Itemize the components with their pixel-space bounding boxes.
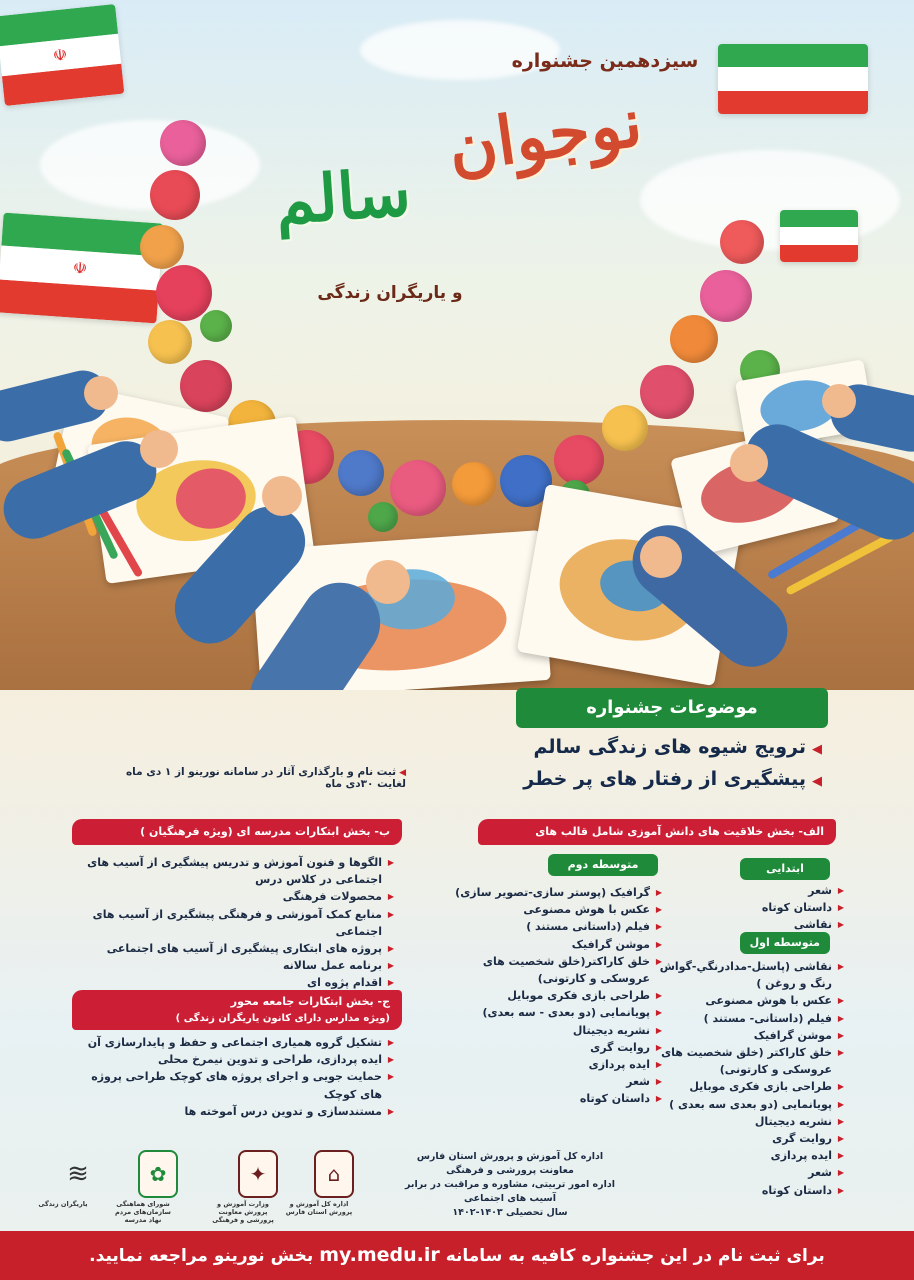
triangle-bullet-icon: ◀ [812, 742, 822, 757]
iran-flag-left: ☫ [0, 213, 163, 324]
registration-url-link[interactable]: my.medu.ir [319, 1244, 440, 1266]
list-item: ▶ خلق کاراکتر(خلق شخصیت های عروسکی و کارتونی) [452, 953, 662, 987]
ebtedaei-label: ابتدایی [740, 858, 830, 880]
list-item: ▶ پروژه های ابتکاری پیشگیری از آسیب های اجتماعی [74, 940, 394, 957]
organizer-line: معاونت پرورشی و فرهنگی [446, 1165, 574, 1176]
ebtedaei-list [664, 882, 844, 934]
section-c-heading [72, 990, 402, 1030]
list-item: ▶ نشریه دیجیتال [644, 1113, 844, 1130]
triangle-bullet-icon: ◀ [399, 768, 406, 778]
list-item: ▶ شعر [644, 1164, 844, 1181]
iran-flag-top-left: ☫ [0, 4, 124, 106]
list-item: ▶ ایده پردازی، طراحی و تدوین نیمرخ محلی [74, 1051, 394, 1068]
topics-heading: موضوعات جشنواره [516, 688, 828, 728]
list-item: ▶ گرافیک (پوستر سازی-تصویر سازی) [452, 884, 662, 901]
list-item: ▶ موشن گرافیک [452, 936, 662, 953]
organizer-line: سال تحصیلی ۱۴۰۳-۱۴۰۲ [452, 1207, 568, 1218]
list-item: ▶ طراحی بازی فکری موبایل [452, 987, 662, 1004]
festival-subtitle: و یاریگران زندگی [317, 283, 463, 303]
triangle-bullet-icon: ◀ [812, 774, 822, 789]
list-item: ▶ نشریه دیجیتال [452, 1022, 662, 1039]
section-b-heading: ب- بخش ابتکارات مدرسه ای (ویژه فرهنگیان ) [72, 819, 402, 845]
registration-note: ◀ثبت نام و بارگذاری آثار در سامانه نورینو از ۱ دی ماه لغایت ۳۰دی ماه [125, 766, 406, 790]
topic-item: ◀ترویج شیوه های زندگی سالم [533, 736, 822, 758]
festival-edition: سیزدهمین جشنواره [511, 50, 699, 72]
footer-text-before: برای ثبت نام در این جشنواره کافیه به سامانه [445, 1246, 825, 1266]
shora-logo: ✿ شورای هماهنگی سازمان‌های مردم نهاد مدرسه [108, 1150, 178, 1224]
section-a-heading: الف- بخش خلاقیت های دانش آموزی شامل قالب های [478, 819, 836, 845]
list-item: ▶ مستندسازی و تدوین درس آموخته ها [74, 1103, 394, 1120]
festival-title-salem: سالم [272, 155, 414, 240]
section-b-list [74, 854, 394, 992]
list-item: ▶ پویانمایی (دو بعدی - سه بعدی) [452, 1004, 662, 1021]
vezarat-logo: ✦ وزارت آموزش و پرورش معاونت پرورشی و فرهنگی [208, 1150, 278, 1224]
list-item: ▶ طراحی بازی فکری موبایل [644, 1078, 844, 1095]
festival-title-nojavan: نوجوان [443, 82, 647, 188]
list-item: ▶ پویانمایی (دو بعدی سه بعدی ) [644, 1096, 844, 1113]
list-item: ▶ ایده پردازی [452, 1056, 662, 1073]
section-c-title: ج- بخش ابتکارات جامعه محور [230, 995, 390, 1008]
list-item: ▶ روایت گری [452, 1039, 662, 1056]
list-item: ▶ ایده پردازی [644, 1147, 844, 1164]
section-c-subtitle: (ویژه مدارس دارای کانون یاریگران زندگی ) [175, 1013, 390, 1024]
list-item: ▶ محصولات فرهنگی [74, 888, 394, 905]
topic-item: ◀پیشگیری از رفتار های پر خطر [523, 768, 822, 790]
list-item: ▶ عکس با هوش مصنوعی [644, 992, 844, 1009]
list-item: ▶ شعر [664, 882, 844, 899]
motevasete-aval-list [644, 958, 844, 1199]
fars-logo: ⌂ اداره کل آموزش و پرورش استان فارس [284, 1150, 354, 1216]
list-item: ▶ شعر [452, 1073, 662, 1090]
list-item: ▶ عکس با هوش مصنوعی [452, 901, 662, 918]
iran-flag-top-right [718, 44, 868, 114]
list-item: ▶ نقاشی [664, 916, 844, 933]
list-item: ▶ حمایت جویی و اجرای پروژه های کوچک طراحی پروژه های کوچک [74, 1068, 394, 1102]
motevasete-dovom-list [452, 884, 662, 1108]
list-item: ▶ برنامه عمل سالانه [74, 957, 394, 974]
organizer-line: اداره امور تربیتی، مشاوره و مراقبت در برابر آسیب های اجتماعی [405, 1179, 615, 1204]
list-item: ▶ فیلم (داستانی مستند ) [452, 918, 662, 935]
list-item: ▶ داستان کوتاه [452, 1090, 662, 1107]
list-item: ▶ خلق کاراکتر (خلق شخصیت های عروسکی و کارتونی) [644, 1044, 844, 1078]
list-item: ▶ نقاشی (پاستل-مدادرنگي-گواش رنگ و روغن ) [644, 958, 844, 992]
motevasete-dovom-label: متوسطه دوم [548, 854, 658, 876]
logo-row [28, 1150, 353, 1224]
organizer-line: اداره کل آموزش و پرورش استان فارس [416, 1151, 604, 1162]
section-c-list [74, 1034, 394, 1120]
list-item: ▶ الگوها و فنون آموزش و تدریس پیشگیری از آسیب های اجتماعی در کلاس درس [74, 854, 394, 888]
footer-text-after: بخش نورینو مراجعه نمایید. [89, 1246, 314, 1266]
yarigaran-logo: ≋ یاریگران زندگی [38, 1159, 89, 1208]
list-item: ▶ اقدام پژوه ای [74, 974, 394, 991]
organizers-block [395, 1150, 625, 1220]
motevasete-aval-label: متوسطه اول [740, 932, 830, 954]
list-item: ▶ منابع کمک آموزشی و فرهنگی پیشگیری از آسیب های اجتماعی [74, 906, 394, 940]
iran-flag-right [780, 210, 858, 262]
list-item: ▶ فیلم (داستانی- مستند ) [644, 1010, 844, 1027]
list-item: ▶ تشکیل گروه همیاری اجتماعی و حفظ و پایدارسازی آن [74, 1034, 394, 1051]
list-item: ▶ موشن گرافیک [644, 1027, 844, 1044]
registration-footer [0, 1231, 914, 1280]
list-item: ▶ داستان کوتاه [664, 899, 844, 916]
list-item: ▶ داستان کوتاه [644, 1182, 844, 1199]
list-item: ▶ روایت گری [644, 1130, 844, 1147]
